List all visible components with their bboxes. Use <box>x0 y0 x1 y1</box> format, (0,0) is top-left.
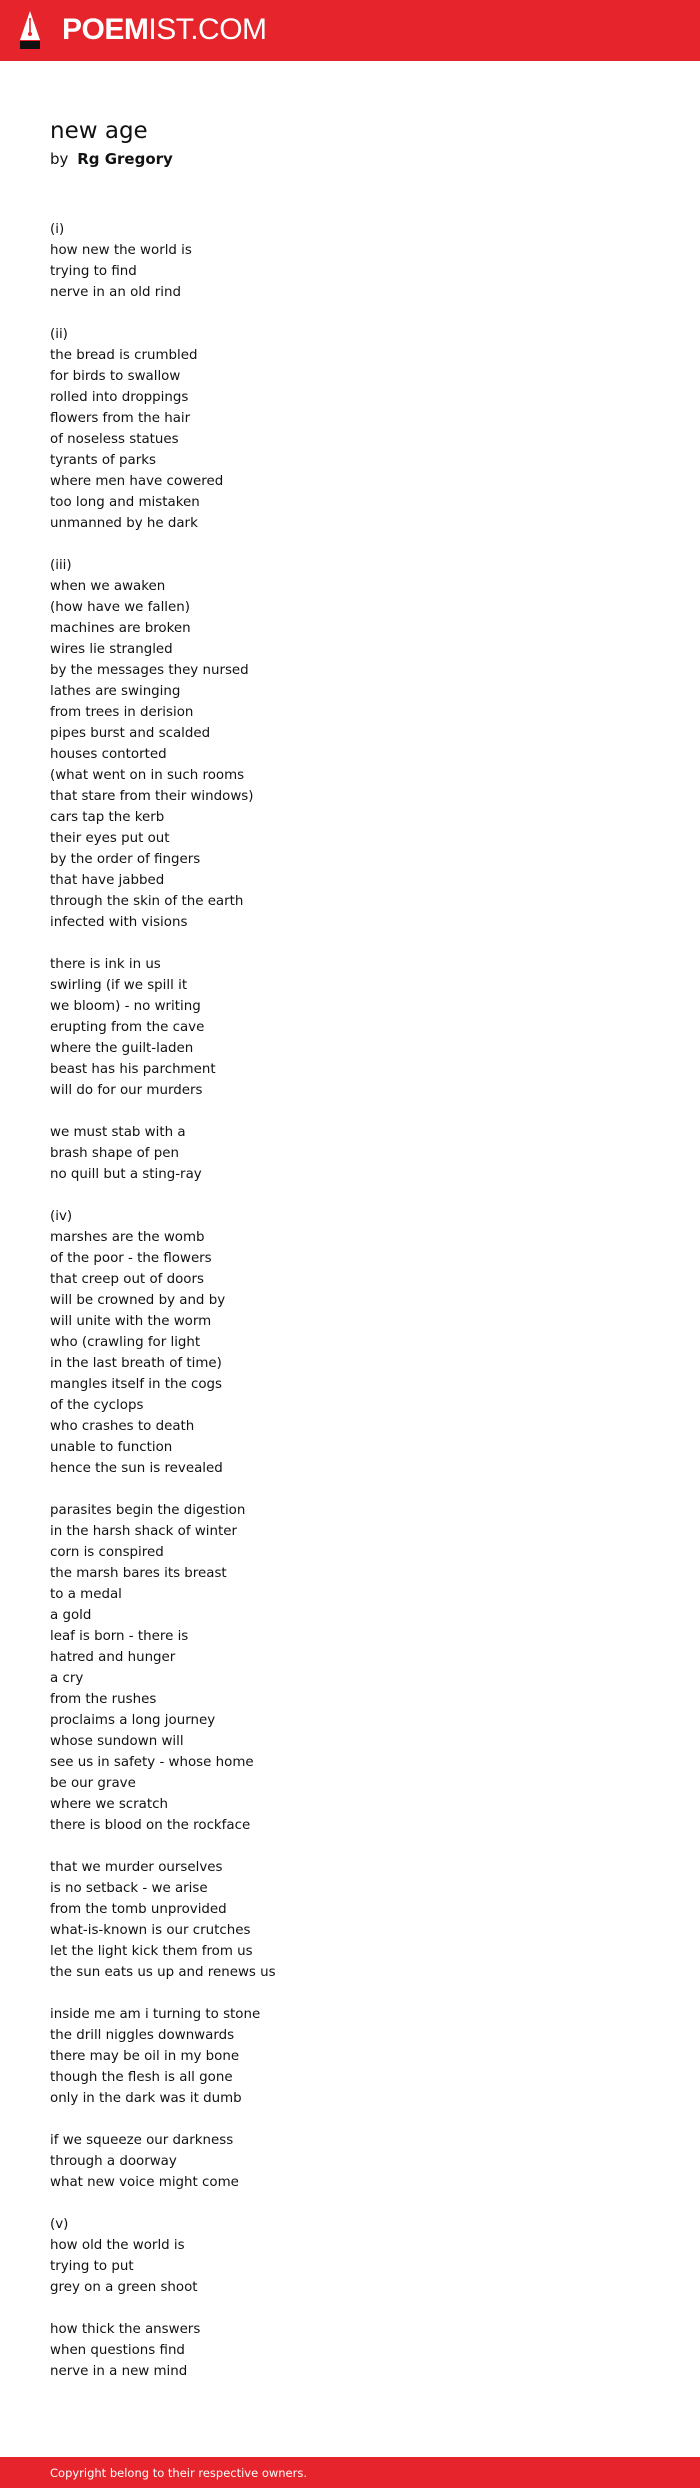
copyright-text: Copyright belong to their respective owners. <box>50 2466 308 2480</box>
poem-line: pipes burst and scalded <box>50 726 211 741</box>
poem-line: (what went on in such rooms <box>50 768 245 783</box>
poem-line: a gold <box>50 1608 92 1623</box>
poem-line: be our grave <box>50 1776 136 1791</box>
poem-line: when we awaken <box>50 579 166 594</box>
poem-line: marshes are the womb <box>50 1230 205 1245</box>
poem-line: what new voice might come <box>50 2175 239 2190</box>
poem-line: who (crawling for light <box>50 1335 201 1350</box>
poem-line: where we scratch <box>50 1797 168 1812</box>
poem-line: though the flesh is all gone <box>50 2070 233 2085</box>
poem-title: new age <box>50 118 148 144</box>
poem-stanza <box>50 1206 650 1479</box>
poem-stanza <box>50 2214 650 2298</box>
poem-line: brash shape of pen <box>50 1146 179 1161</box>
poem-line: of noseless statues <box>50 432 179 447</box>
poem-line: (i) <box>50 222 65 237</box>
poem-line: the bread is crumbled <box>50 348 198 363</box>
poem-line: houses contorted <box>50 747 167 762</box>
poem-stanza <box>50 2004 650 2109</box>
poem-line: trying to find <box>50 264 137 279</box>
poem-line: parasites begin the digestion <box>50 1503 246 1518</box>
poem-line: tyrants of parks <box>50 453 156 468</box>
poem-line: hatred and hunger <box>50 1650 176 1665</box>
poem-line: there may be oil in my bone <box>50 2049 240 2064</box>
poem-line: nerve in an old rind <box>50 285 181 300</box>
poem-byline <box>50 148 173 170</box>
poem-line: in the harsh shack of winter <box>50 1524 237 1539</box>
poem-line: there is ink in us <box>50 957 161 972</box>
poem-line: inside me am i turning to stone <box>50 2007 261 2022</box>
poem-line: no quill but a sting-ray <box>50 1167 202 1182</box>
poem-line: too long and mistaken <box>50 495 200 510</box>
poem-line: (v) <box>50 2217 69 2232</box>
poem-line: rolled into droppings <box>50 390 189 405</box>
poem-body <box>50 219 650 2403</box>
poem-line: will unite with the worm <box>50 1314 212 1329</box>
poem-line: of the cyclops <box>50 1398 144 1413</box>
poem-line: cars tap the kerb <box>50 810 165 825</box>
poem-line: unmanned by he dark <box>50 516 198 531</box>
poem-line: to a medal <box>50 1587 122 1602</box>
poem-line: grey on a green shoot <box>50 2280 198 2295</box>
poem-line: how new the world is <box>50 243 192 258</box>
poem-line: only in the dark was it dumb <box>50 2091 242 2106</box>
poem-line: that have jabbed <box>50 873 165 888</box>
poem-line: of the poor - the flowers <box>50 1251 212 1266</box>
poem-line: the sun eats us up and renews us <box>50 1965 276 1980</box>
poem-line: their eyes put out <box>50 831 170 846</box>
poem-stanza <box>50 2319 650 2382</box>
poem-line: where the guilt-laden <box>50 1041 194 1056</box>
poem-line: where men have cowered <box>50 474 224 489</box>
poem-line: erupting from the cave <box>50 1020 205 1035</box>
poem-stanza <box>50 1500 650 1836</box>
poem-line: wires lie strangled <box>50 642 173 657</box>
poem-line: beast has his parchment <box>50 1062 216 1077</box>
poem-line: trying to put <box>50 2259 134 2274</box>
brand-bold-text: POEM <box>62 13 149 46</box>
poem-stanza <box>50 324 650 534</box>
author-link[interactable]: Rg Gregory <box>77 150 173 168</box>
site-logo-text[interactable] <box>62 12 267 48</box>
poem-line: what-is-known is our crutches <box>50 1923 251 1938</box>
poem-line: nerve in a new mind <box>50 2364 188 2379</box>
poem-line: flowers from the hair <box>50 411 191 426</box>
poem-line: let the light kick them from us <box>50 1944 253 1959</box>
poem-line: will be crowned by and by <box>50 1293 226 1308</box>
site-header <box>0 0 700 61</box>
poem-line: by the order of fingers <box>50 852 201 867</box>
poem-line: we bloom) - no writing <box>50 999 201 1014</box>
poem-line: by the messages they nursed <box>50 663 249 678</box>
poem-line: when questions find <box>50 2343 185 2358</box>
poem-line: corn is conspired <box>50 1545 164 1560</box>
poem-line: that creep out of doors <box>50 1272 204 1287</box>
poem-line: is no setback - we arise <box>50 1881 208 1896</box>
poem-line: from the tomb unprovided <box>50 1902 227 1917</box>
poem-stanza <box>50 1122 650 1185</box>
poem-stanza <box>50 954 650 1101</box>
poem-line: unable to function <box>50 1440 173 1455</box>
poem-line: (ii) <box>50 327 68 342</box>
poem-line: proclaims a long journey <box>50 1713 216 1728</box>
site-footer <box>0 2457 700 2488</box>
poem-line: the drill niggles downwards <box>50 2028 235 2043</box>
poem-line: a cry <box>50 1671 84 1686</box>
pen-nib-icon[interactable] <box>18 10 42 50</box>
poem-line: through the skin of the earth <box>50 894 244 909</box>
poem-line: machines are broken <box>50 621 191 636</box>
poem-line: who crashes to death <box>50 1419 195 1434</box>
poem-line: infected with visions <box>50 915 188 930</box>
poem-line: the marsh bares its breast <box>50 1566 227 1581</box>
poem-stanza <box>50 555 650 933</box>
poem-line: that stare from their windows) <box>50 789 254 804</box>
poem-stanza <box>50 1857 650 1983</box>
poem-line: if we squeeze our darkness <box>50 2133 234 2148</box>
poem-line: hence the sun is revealed <box>50 1461 223 1476</box>
poem-stanza <box>50 2130 650 2193</box>
poem-line: lathes are swinging <box>50 684 181 699</box>
poem-line: whose sundown will <box>50 1734 184 1749</box>
poem-line: in the last breath of time) <box>50 1356 222 1371</box>
poem-line: through a doorway <box>50 2154 177 2169</box>
poem-line: (iii) <box>50 558 72 573</box>
poem-line: for birds to swallow <box>50 369 181 384</box>
poem-line: will do for our murders <box>50 1083 203 1098</box>
poem-line: how old the world is <box>50 2238 185 2253</box>
by-label: by <box>50 150 69 168</box>
poem-line: that we murder ourselves <box>50 1860 223 1875</box>
poem-line: from the rushes <box>50 1692 157 1707</box>
poem-line: leaf is born - there is <box>50 1629 189 1644</box>
poem-line: swirling (if we spill it <box>50 978 188 993</box>
poem-line: how thick the answers <box>50 2322 201 2337</box>
poem-line: (how have we fallen) <box>50 600 190 615</box>
poem-stanza <box>50 219 650 303</box>
poem-line: mangles itself in the cogs <box>50 1377 223 1392</box>
brand-light-text: IST.COM <box>148 13 267 46</box>
poem-line: see us in safety - whose home <box>50 1755 254 1770</box>
poem-line: from trees in derision <box>50 705 194 720</box>
poem-line: there is blood on the rockface <box>50 1818 251 1833</box>
poem-line: (iv) <box>50 1209 73 1224</box>
poem-line: we must stab with a <box>50 1125 186 1140</box>
